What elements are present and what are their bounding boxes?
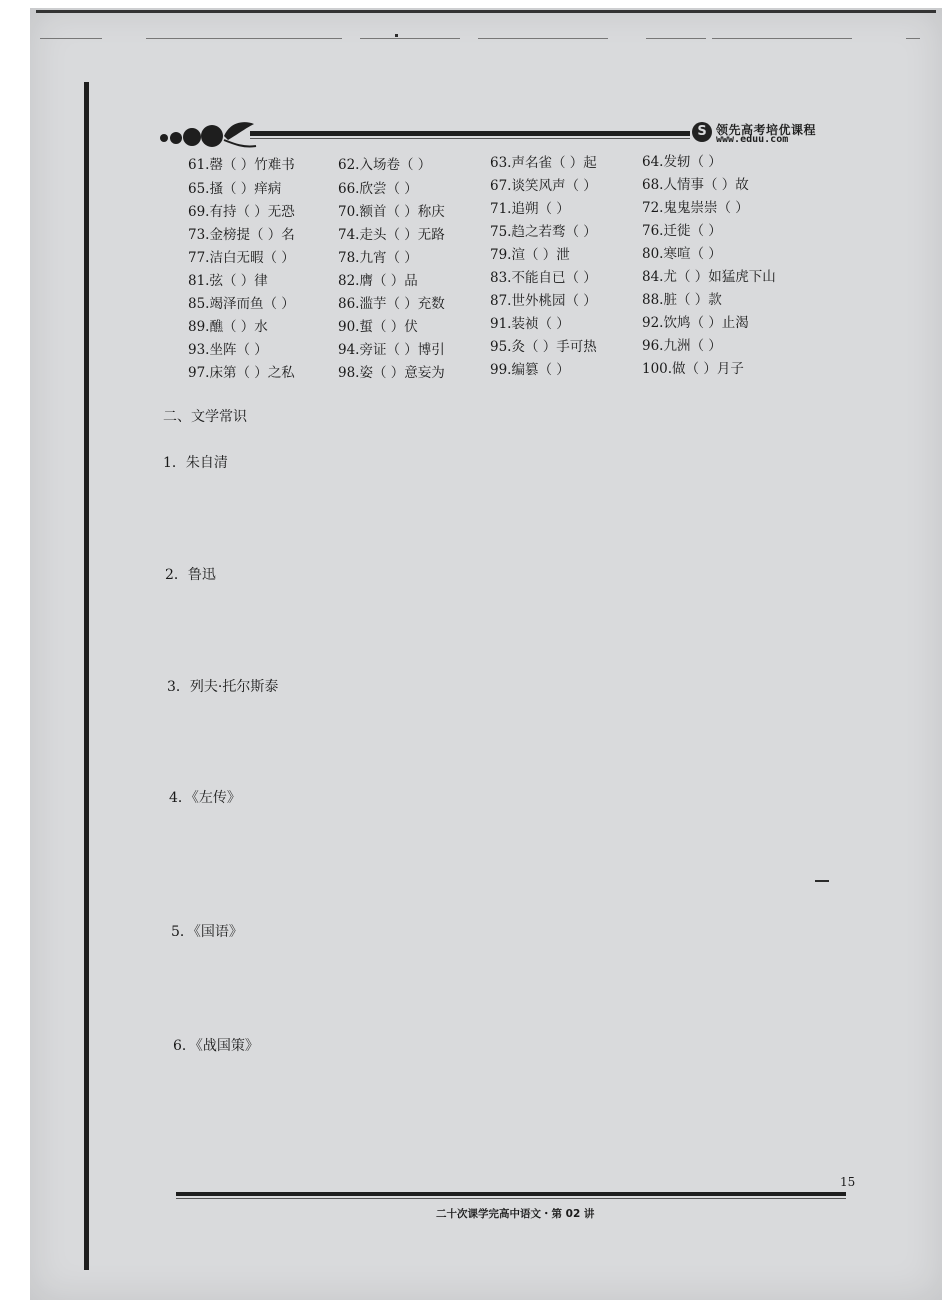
- list-item: 99.编篡（ ）: [490, 362, 570, 378]
- list-item: 100.做（ ）月子: [642, 361, 744, 377]
- scan-mark: [815, 880, 829, 882]
- list-item: 82.膺（ ）品: [338, 273, 418, 289]
- list-item: 97.床第（ ）之私: [188, 365, 295, 381]
- list-item: 71.追朔（ ）: [490, 201, 570, 217]
- scan-mark: [395, 34, 398, 37]
- list-item: 95.灸（ ）手可热: [490, 339, 597, 355]
- brand-logo-icon: S: [692, 122, 712, 142]
- top-dash-line: [360, 38, 460, 39]
- question-item: 4．《左传》: [169, 790, 241, 806]
- scanned-page: [30, 8, 942, 1300]
- list-item: 93.坐阵（ ）: [188, 342, 268, 358]
- list-item: 86.滥芋（ ）充数: [338, 296, 445, 312]
- list-item: 65.搔（ ）痒病: [188, 181, 282, 197]
- list-item: 66.欣尝（ ）: [338, 181, 418, 197]
- list-item: 90.蜇（ ）伏: [338, 319, 418, 335]
- list-item: 69.有持（ ）无恐: [188, 204, 295, 220]
- list-item: 74.走头（ ）无路: [338, 227, 445, 243]
- page-number: 15: [840, 1175, 856, 1189]
- list-item: 96.九洲（ ）: [642, 338, 722, 354]
- list-item: 76.迁徙（ ）: [642, 223, 722, 239]
- list-item: 92.饮鸠（ ）止渴: [642, 315, 749, 331]
- list-item: 62.入场卷（ ）: [338, 157, 432, 173]
- header-rule: [250, 131, 690, 136]
- left-margin-bar: [84, 82, 89, 1270]
- list-item: 67.谈笑风声（ ）: [490, 178, 597, 194]
- section-title: 二、文学常识: [163, 409, 247, 425]
- list-item: 98.姿（ ）意妄为: [338, 365, 445, 381]
- header-ornament-icon: [158, 118, 258, 154]
- list-item: 70.额首（ ）称庆: [338, 204, 445, 220]
- question-item: 3．列夫·托尔斯泰: [167, 679, 279, 695]
- list-item: 78.九宵（ ）: [338, 250, 418, 266]
- top-dash-line: [478, 38, 608, 39]
- list-item: 75.趋之若骛（ ）: [490, 224, 597, 240]
- list-item: 88.脏（ ）款: [642, 292, 722, 308]
- list-item: 94.旁证（ ）博引: [338, 342, 445, 358]
- list-item: 61.罄（ ）竹难书: [188, 157, 295, 173]
- question-item: 1．朱自清: [163, 455, 228, 471]
- list-item: 91.装祯（ ）: [490, 316, 570, 332]
- question-item: 6．《战国策》: [173, 1038, 259, 1054]
- list-item: 68.人情事（ ）故: [642, 177, 749, 193]
- top-dash-line: [146, 38, 342, 39]
- list-item: 83.不能自已（ ）: [490, 270, 597, 286]
- header-rule-thin: [250, 138, 690, 139]
- list-item: 77.洁白无暇（ ）: [188, 250, 295, 266]
- list-item: 81.弦（ ）律: [188, 273, 268, 289]
- footer-rule-thin: [176, 1198, 846, 1199]
- question-item: 5．《国语》: [171, 924, 243, 940]
- list-item: 80.寒喧（ ）: [642, 246, 722, 262]
- list-item: 84.尤（ ）如猛虎下山: [642, 269, 776, 285]
- list-item: 72.鬼鬼崇崇（ ）: [642, 200, 749, 216]
- list-item: 89.醮（ ）水: [188, 319, 268, 335]
- brand-url: www.eduu.com: [716, 134, 789, 145]
- list-item: 64.发轫（ ）: [642, 154, 722, 170]
- list-item: 79.渲（ ）泄: [490, 247, 570, 263]
- top-dash-line: [906, 38, 920, 39]
- brand-header: [692, 122, 832, 146]
- list-item: 87.世外桃园（ ）: [490, 293, 597, 309]
- footer-text: 二十次课学完高中语文・第 02 讲: [436, 1208, 595, 1220]
- top-dash-line: [40, 38, 102, 39]
- footer-rule: [176, 1192, 846, 1196]
- list-item: 73.金榜提（ ）名: [188, 227, 295, 243]
- top-dash-line: [646, 38, 706, 39]
- list-item: 85.竭泽而鱼（ ）: [188, 296, 295, 312]
- list-item: 63.声名雀（ ）起: [490, 155, 597, 171]
- top-dash-line: [712, 38, 852, 39]
- brand-name: 领先高考培优课程: [716, 123, 817, 137]
- page-top-edge: [36, 10, 936, 13]
- question-item: 2．鲁迅: [165, 567, 216, 583]
